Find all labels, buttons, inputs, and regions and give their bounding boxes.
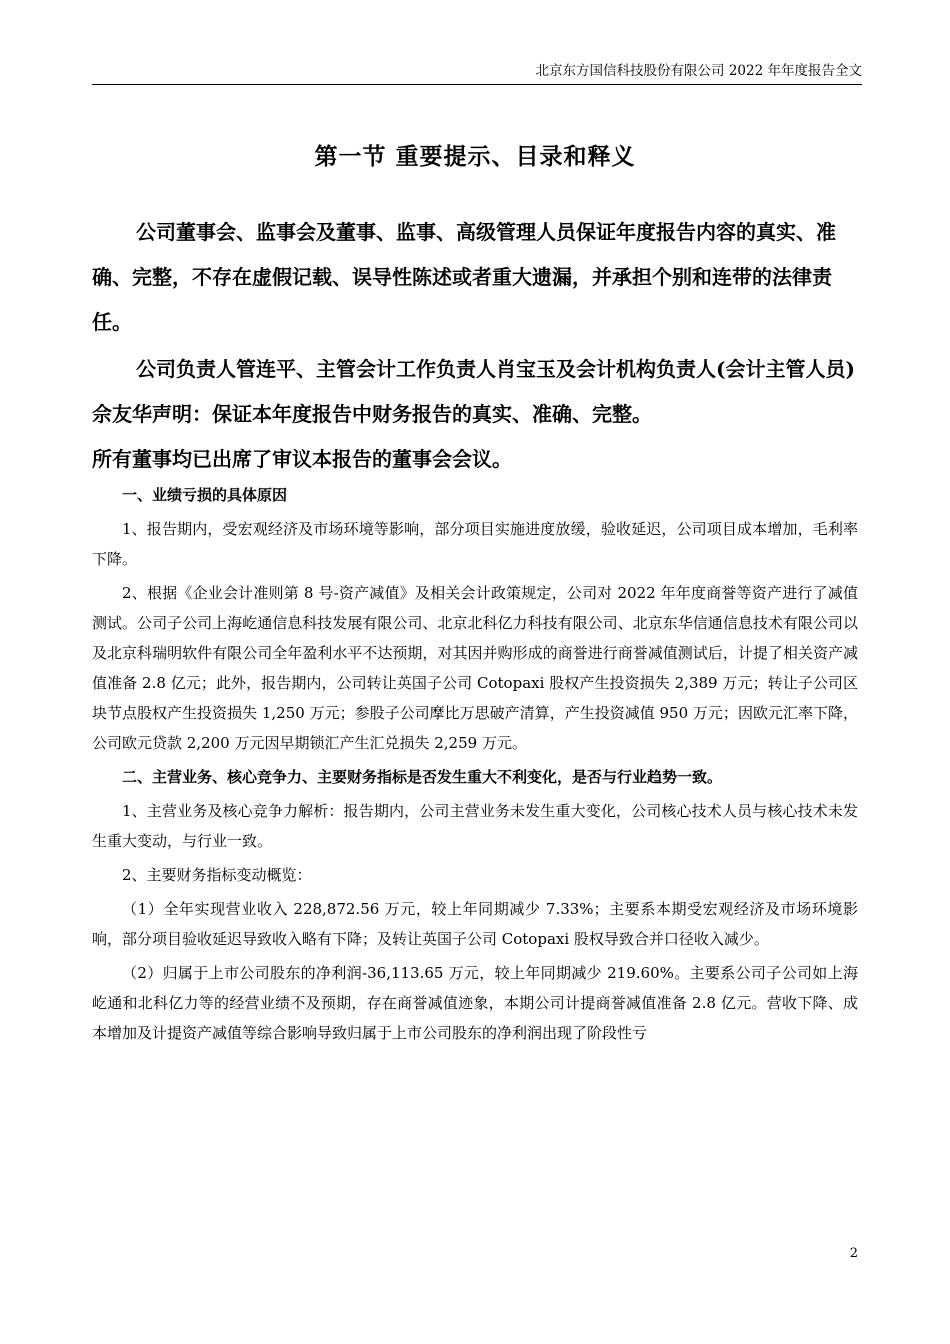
paragraph: 2、主要财务指标变动概览：: [122, 866, 312, 884]
section1-heading: 一、业绩亏损的具体原因: [122, 486, 288, 504]
paragraph: （2）归属于上市公司股东的净利润-36,113.65 万元，较上年同期减少 219.60%。主要系公司子公司如上海屹通和北科亿力等的经营业绩不及预期，存在商誉减值迹象，本期公司计提商誉减值准备 2.8 亿元。营收下降、成本增加及计提资产减值等综合影响导致归属于上市公司股东的净利润出现了阶段性亏: [92, 964, 858, 1042]
paragraph: 2、根据《企业会计准则第 8 号-资产减值》及相关会计政策规定，公司对 2022 年年度商誉等资产进行了减值测试。公司子公司上海屹通信息科技发展有限公司、北京北科亿力科技有限公司、北京东华信通信息技术有限公司以及北京科瑞明软件有限公司全年盈利水平不达预期，对其因并购形成的商誉进行商誉减值测试后，计提了相关资产减值准备 2.8 亿元；此外，报告期内，公司转让英国子公司 Cotopaxi 股权产生投资损失 2,389 万元；转让子公司区块节点股权产生投资损失 1,250 万元；参股子公司摩比万思破产清算，产生投资减值 950 万元；因欧元汇率下降，公司欧元贷款 2,200 万元因早期锁汇产生汇兑损失 2,259 万元。: [92, 584, 858, 752]
paragraph: （1）全年实现营业收入 228,872.56 万元，较上年同期减少 7.33%；主要系本期受宏观经济及市场环境影响，部分项目验收延迟导致收入略有下降；及转让英国子公司 Cotopaxi 股权导致合并口径收入减少。: [92, 900, 858, 948]
page-header: [92, 58, 862, 85]
page-number: 2: [849, 1246, 858, 1261]
section2-heading: 二、主营业务、核心竞争力、主要财务指标是否发生重大不利变化，是否与行业趋势一致。: [122, 768, 723, 786]
paragraph: 1、报告期内，受宏观经济及市场环境等影响，部分项目实施进度放缓，验收延迟，公司项目成本增加，毛利率下降。: [92, 520, 858, 568]
paragraph: 1、主营业务及核心竞争力解析：报告期内，公司主营业务未发生重大变化，公司核心技术人员与核心技术未发生重大变动，与行业一致。: [92, 802, 858, 850]
section-title: 第一节 重要提示、目录和释义: [314, 143, 636, 170]
statement-attendance: 所有董事均已出席了审议本报告的董事会会议。: [92, 447, 512, 471]
statement-declaration: 公司负责人管连平、主管会计工作负责人肖宝玉及会计机构负责人(会计主管人员)佘友华声明：保证本年度报告中财务报告的真实、准确、完整。: [92, 357, 855, 426]
body-content: [92, 480, 858, 1052]
statement-responsibility: 公司董事会、监事会及董事、监事、高级管理人员保证年度报告内容的真实、准确、完整，不存在虚假记载、误导性陈述或者重大遗漏，并承担个别和连带的法律责任。: [92, 220, 836, 334]
header-text: 北京东方国信科技股份有限公司 2022 年年度报告全文: [535, 63, 862, 79]
statement-block: [92, 210, 858, 482]
